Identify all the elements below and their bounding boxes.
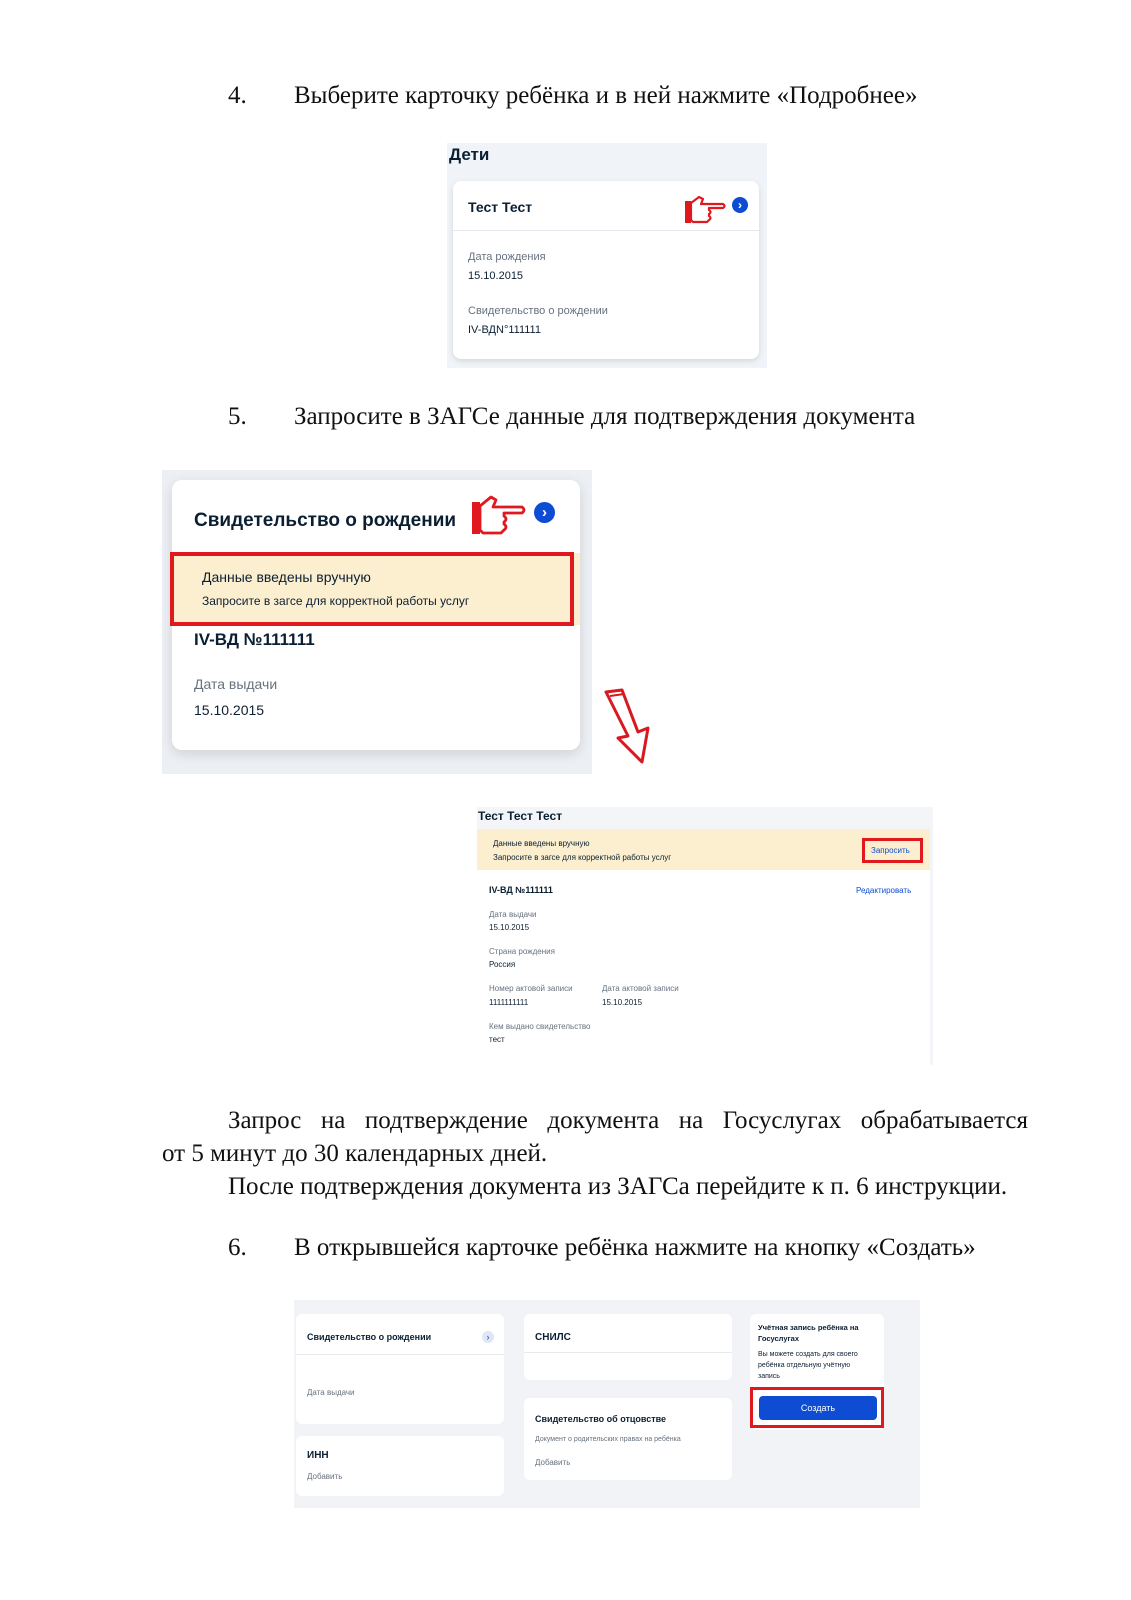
snils-tile[interactable] <box>524 1314 732 1380</box>
request-highlight-box <box>862 838 923 863</box>
issued-by-label: Кем выдано свидетельство <box>489 1022 591 1031</box>
paternity-title: Свидетельство об отцовстве <box>535 1414 667 1424</box>
processing-note <box>162 1104 1028 1203</box>
tile-divider <box>524 1352 732 1353</box>
issued-by-value: тест <box>489 1035 505 1044</box>
chevron-right-icon[interactable]: › <box>534 502 555 523</box>
record-date-label: Дата актовой записи <box>602 984 679 993</box>
child-card[interactable] <box>453 181 759 359</box>
issue-date-label: Дата выдачи <box>307 1388 355 1397</box>
birth-date-label: Дата рождения <box>468 251 546 263</box>
note-line-3: После подтверждения документа из ЗАГСа перейдите к п. 6 инструкции. <box>228 1173 1008 1200</box>
banner-text: Запросите в загсе для корректной работы услуг <box>493 853 672 862</box>
step-5-text: Запросите в ЗАГСе данные для подтверждения документа <box>294 403 916 430</box>
birth-cert-card-screenshot <box>162 470 592 774</box>
record-number-value: 1111111111 <box>489 998 529 1007</box>
manual-data-banner <box>477 829 930 870</box>
step-4-number: 4. <box>228 82 247 109</box>
child-profile-screenshot <box>294 1300 920 1508</box>
birth-cert-label: Свидетельство о рождении <box>468 305 608 317</box>
edit-link[interactable]: Редактировать <box>856 886 912 895</box>
birth-cert-title: Свидетельство о рождении <box>194 510 457 531</box>
birth-country-value: Россия <box>489 960 516 969</box>
account-desc: Вы можете создать для своего ребёнка отдельную учётную запись <box>758 1351 858 1380</box>
record-date-value: 15.10.2015 <box>602 998 643 1007</box>
birth-country-label: Страна рождения <box>489 947 555 956</box>
step-6-text: В открывшейся карточке ребёнка нажмите на кнопку «Создать» <box>294 1234 976 1261</box>
cert-details-card <box>477 829 930 1065</box>
note-line-1: Запрос на подтверждение документа на Госуслугах обрабатывается <box>228 1107 1028 1134</box>
account-title: Учётная запись ребёнка на Госуслугах <box>758 1323 859 1343</box>
card-divider <box>453 230 759 231</box>
birth-cert-tile[interactable] <box>296 1314 504 1424</box>
issue-date-value: 15.10.2015 <box>489 923 530 932</box>
issue-date-label: Дата выдачи <box>194 676 278 692</box>
cert-number: IV-ВД №111111 <box>489 885 553 895</box>
birth-date-value: 15.10.2015 <box>468 270 524 282</box>
issue-date-value: 15.10.2015 <box>194 702 265 718</box>
note-line-2: от 5 минут до 30 календарных дней. <box>162 1140 548 1167</box>
birth-cert-value: IV-ВДN°111111 <box>468 324 541 336</box>
step-5-number: 5. <box>228 403 247 430</box>
child-name: Тест Тест <box>468 199 533 215</box>
inn-title: ИНН <box>307 1450 329 1461</box>
banner-text: Запросите в загсе для корректной работы услуг <box>202 594 470 608</box>
chevron-right-icon[interactable]: › <box>732 197 748 213</box>
step-4 <box>228 82 1028 116</box>
cert-details-screenshot <box>477 807 933 1065</box>
chevron-right-icon[interactable]: › <box>482 1331 494 1343</box>
create-account-button[interactable]: Создать <box>759 1396 877 1420</box>
child-full-name: Тест Тест Тест <box>478 809 563 823</box>
snils-title: СНИЛС <box>535 1332 571 1343</box>
pointing-hand-icon <box>683 193 729 227</box>
paternity-add-link[interactable]: Добавить <box>535 1458 571 1467</box>
record-number-label: Номер актовой записи <box>489 984 573 993</box>
inn-tile[interactable] <box>296 1436 504 1496</box>
pointing-hand-icon <box>470 492 528 538</box>
issue-date-label: Дата выдачи <box>489 910 537 919</box>
paternity-desc: Документ о родительских правах на ребёнка <box>535 1436 681 1443</box>
children-section-title: Дети <box>449 145 490 164</box>
birth-cert-card[interactable] <box>172 480 580 750</box>
banner-title: Данные введены вручную <box>493 839 590 848</box>
step-5 <box>228 403 1028 437</box>
step-4-text: Выберите карточку ребёнка и в ней нажмите «Подробнее» <box>294 82 918 109</box>
children-section-screenshot <box>447 143 767 368</box>
arrow-down-icon <box>600 688 662 766</box>
step-6-number: 6. <box>228 1234 247 1261</box>
birth-cert-tile-title: Свидетельство о рождении <box>307 1332 432 1342</box>
highlight-box <box>170 552 574 626</box>
cert-number: IV-ВД №111111 <box>194 630 315 649</box>
tile-divider <box>296 1354 504 1355</box>
inn-add-link[interactable]: Добавить <box>307 1472 343 1481</box>
step-6 <box>228 1234 1028 1268</box>
request-link[interactable]: Запросить <box>871 846 910 855</box>
paternity-tile[interactable] <box>524 1398 732 1480</box>
create-highlight-box <box>750 1387 884 1428</box>
banner-title: Данные введены вручную <box>202 569 371 585</box>
